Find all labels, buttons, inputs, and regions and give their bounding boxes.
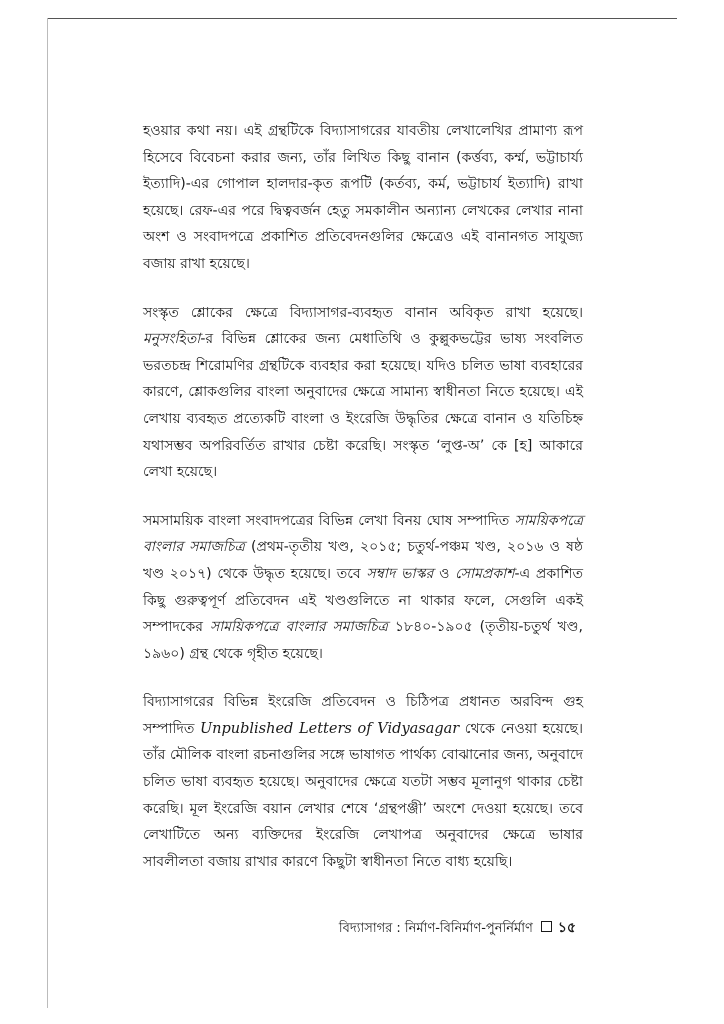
paragraph-3-text-1: সমসাময়িক বাংলা সংবাদপত্রের বিভিন্ন লেখা বিনয় ঘোষ সম্পাদিত	[143, 512, 515, 529]
paragraph-3-text-2: (প্রথম-তৃতীয় খণ্ড, ২০১৫; চতুর্থ-পঞ্চম খণ্ড, ২০১৬ ও ষষ্ঠ খণ্ড ২০১৭) থেকে উদ্ধৃত হয়েছে। তবে	[143, 539, 583, 582]
book-title-samayikpatre-2: সাময়িকপত্রে বাংলার সমাজচিত্র	[209, 619, 388, 636]
paragraph-4-text-1: বিদ্যাসাগরের বিভিন্ন ইংরেজি প্রতিবেদন ও চিঠিপত্র প্রধানত অরবিন্দ গুহ সম্পাদিত	[143, 694, 583, 737]
newspaper-title-somprakash: সোমপ্রকাশ	[455, 565, 515, 582]
book-title-manusamhita: মনুসংহিতা	[143, 331, 201, 348]
paragraph-4-text-2: থেকে নেওয়া হয়েছে। তাঁর মৌলিক বাংলা রচনাগুলির সঙ্গে ভাষাগত পার্থক্য বোঝানোর জন্য, অনুবাদে চলিত ভাষা ব্যবহৃত হয়েছে। অনুবাদের ক্ষেত্রে যতটা সম্ভব মূলানুগ থাকার চেষ্টা করেছি। মূল ইংরেজি বয়ান লেখার শেষে ‘গ্রন্থপঞ্জী’ অংশে দেওয়া হয়েছে। তবে লেখাটিতে অন্য ব্যক্তিদের ইংরেজি লেখাপত্র অনুবাদের ক্ষেত্রে ভাষার সাবলীলতা বজায় রাখার কারণে কিছুটা স্বাধীনতা নিতে বাধ্য হয়েছি।	[143, 720, 583, 870]
running-title: বিদ্যাসাগর : নির্মাণ-বিনির্মাণ-পুনর্নির্মাণ	[338, 921, 533, 936]
left-margin-rule	[47, 18, 48, 1008]
paragraph-2-text-2: -র বিভিন্ন শ্লোকের জন্য মেধাতিথি ও কুল্লুকভট্টের ভাষ্য সংবলিত ভরতচন্দ্র শিরোমণির গ্রন্থটিকে ব্যবহার করা হয়েছে। যদিও চলিত ভাষা ব্যবহারের কারণে, শ্লোকগুলির বাংলা অনুবাদের ক্ষেত্রে সামান্য স্বাধীনতা নিতে হয়েছে। এই লেখায় ব্যবহৃত প্রত্যেকটি বাংলা ও ইংরেজি উদ্ধৃতির ক্ষেত্রে বানান ও যতিচিহ্ন যথাসম্ভব অপরিবর্তিত রাখার চেষ্টা করেছি। সংস্কৃত ‘লুপ্ত-অ’ কে [হ] আকারে লেখা হয়েছে।	[143, 331, 583, 481]
page-body	[143, 118, 583, 897]
paragraph-1-text: হওয়ার কথা নয়। এই গ্রন্থটিকে বিদ্যাসাগরের যাবতীয় লেখালেখির প্রামাণ্য রূপ হিসেবে বিবেচনা করার জন্য, তাঁর লিখিত কিছু বানান (কর্ত্তব্য, কর্ম্ম, ভট্টাচার্য্য ইত্যাদি)-এর গোপাল হালদার-কৃত রূপটি (কর্তব্য, কর্ম, ভট্টাচার্য ইত্যাদি) রাখা হয়েছে। রেফ-এর পরে দ্বিত্ববর্জন হেতু সমকালীন অন্যান্য লেখকের লেখার নানা অংশ ও সংবাদপত্রে প্রকাশিত প্রতিবেদনগুলির ক্ষেত্রেও এই বানানগত সাযুজ্য বজায় রাখা হয়েছে।	[143, 123, 583, 272]
newspaper-title-sambad-bhaskar: সম্বাদ ভাস্কর	[366, 565, 434, 582]
page-number: ১৫	[557, 920, 576, 936]
square-ornament-icon	[541, 921, 552, 932]
paragraph-3-text-4: -এ প্রকাশিত কিছু গুরুত্বপূর্ণ প্রতিবেদন এই খণ্ডগুলিতে না থাকার ফলে, সেগুলি একই সম্পাদকের	[143, 565, 583, 636]
paragraph-3-text-3: ও	[433, 565, 456, 582]
page-footer	[339, 916, 576, 940]
paragraph-3-text-5: ১৮৪০-১৯০৫ (তৃতীয়-চতুর্থ খণ্ড, ১৯৬০) গ্রন্থ থেকে গৃহীত হয়েছে।	[143, 619, 583, 662]
paragraph-2-text-1: সংস্কৃত শ্লোকের ক্ষেত্রে বিদ্যাসাগর-ব্যবহৃত বানান অবিকৃত রাখা হয়েছে।	[143, 304, 583, 321]
paragraph-2	[143, 300, 583, 486]
book-title-unpublished-letters: Unpublished Letters of Vidyasagar	[199, 720, 460, 737]
top-rule	[47, 18, 677, 19]
paragraph-1	[143, 118, 583, 278]
paragraph-4	[143, 689, 583, 875]
paragraph-3	[143, 508, 583, 668]
book-title-samayikpatre: সাময়িকপত্রে বাংলার সমাজচিত্র	[143, 512, 583, 556]
